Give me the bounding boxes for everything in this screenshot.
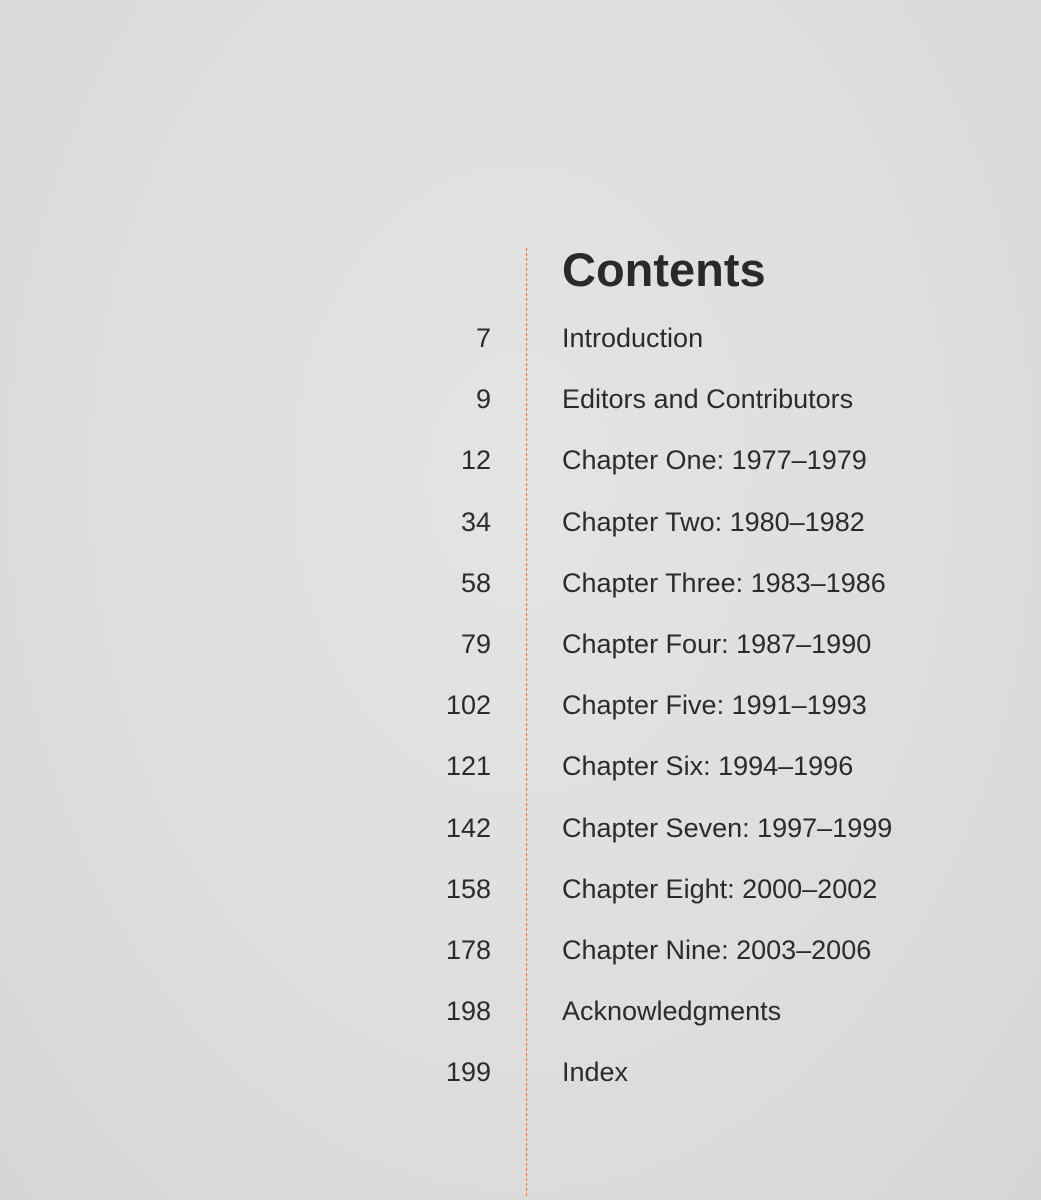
toc-entry-label: Acknowledgments: [562, 996, 782, 1027]
toc-page-number: 102: [445, 690, 491, 721]
toc-entry-label: Chapter Five: 1991–1993: [562, 690, 867, 721]
toc-entry-label: Chapter Seven: 1997–1999: [562, 812, 893, 843]
toc-entry-chapter-four: [0, 614, 1041, 675]
toc-page-number: 198: [445, 996, 491, 1027]
toc-page-number: 178: [445, 934, 491, 965]
toc-page-number: 7: [475, 323, 491, 353]
toc-entry-label: Introduction: [562, 323, 704, 353]
toc-page-number: 121: [445, 751, 491, 782]
toc-entry-introduction: [0, 308, 1041, 369]
toc-entry-chapter-eight: [0, 859, 1041, 920]
toc-page-number: 9: [475, 384, 491, 415]
toc-entry-index: [0, 1042, 1041, 1103]
toc-page-number: 199: [445, 1057, 491, 1088]
toc-entry-editors-and-contributors: [0, 369, 1041, 430]
toc-entry-chapter-two: [0, 492, 1041, 553]
toc-page-number: 79: [460, 628, 491, 659]
toc-entry-label: Editors and Contributors: [562, 384, 854, 415]
toc-entry-label: Index: [562, 1057, 629, 1088]
page-title: Contents: [562, 243, 766, 296]
toc-entry-label: Chapter Four: 1987–1990: [562, 628, 872, 659]
toc-entry-chapter-nine: [0, 920, 1041, 981]
toc-page-number: 12: [460, 445, 491, 476]
toc-entry-label: Chapter Nine: 2003–2006: [562, 934, 872, 965]
toc-entry-chapter-five: [0, 675, 1041, 736]
toc-entry-chapter-six: [0, 736, 1041, 797]
toc-entry-label: Chapter One: 1977–1979: [562, 445, 867, 476]
toc-entry-label: Chapter Three: 1983–1986: [562, 567, 886, 598]
toc-entry-acknowledgments: [0, 981, 1041, 1042]
toc-entry-label: Chapter Six: 1994–1996: [562, 751, 854, 782]
toc-page-number: 58: [460, 567, 491, 598]
toc-entry-chapter-seven: [0, 798, 1041, 859]
toc-page-number: 142: [445, 812, 491, 843]
table-of-contents: [0, 308, 1041, 1103]
toc-entry-chapter-three: [0, 553, 1041, 614]
toc-page-number: 158: [445, 873, 491, 904]
toc-entry-label: Chapter Eight: 2000–2002: [562, 873, 878, 904]
toc-entry-label: Chapter Two: 1980–1982: [562, 506, 865, 537]
toc-page-number: 34: [460, 506, 491, 537]
toc-entry-chapter-one: [0, 430, 1041, 491]
